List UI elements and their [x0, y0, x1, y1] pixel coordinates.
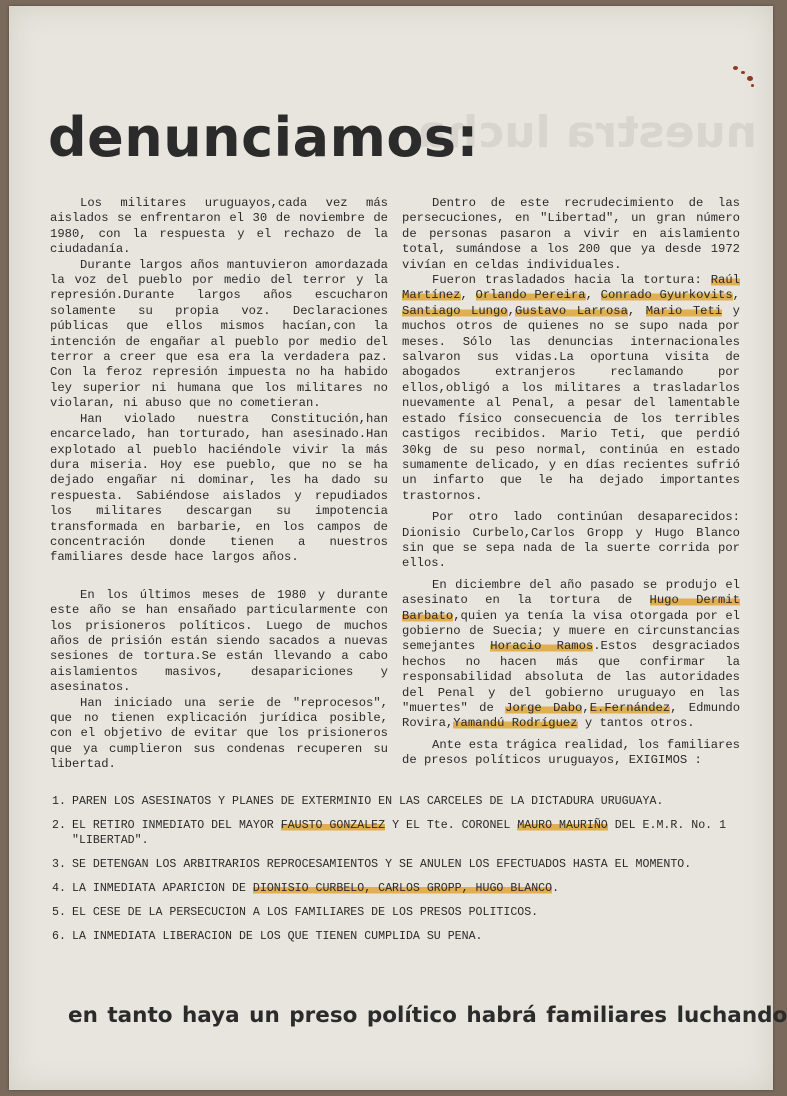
- highlighted-name: MAURO MAURIÑO: [517, 819, 608, 832]
- footer-slogan: en tanto haya un preso político habrá familiares luchando: [68, 1003, 787, 1028]
- left-paragraph-2: Durante largos años mantuvieron amordazada la voz del pueblo por medio del terror y la represión.Durante largos años escucharon solamente su propia voz. Declaraciones públicas que ellos mismos hacían,con la intención de engañar al pueblo por medio del terror a creer que esa era la verdadera paz. Con la feroz represión impuesta no ha habido ley superior ni humana que los militares no violaran, ni abuso que no cometieran.: [50, 257, 388, 411]
- headline: denunciamos:: [48, 106, 479, 169]
- text-run: ,: [627, 303, 646, 318]
- demand-text: EL CESE DE LA PERSECUCION A LOS FAMILIARES DE LOS PRESOS POLITICOS.: [72, 906, 539, 919]
- paragraph-gap: [50, 566, 388, 588]
- right-paragraph-1: Dentro de este recrudecimiento de las persecuciones, en "Libertad", un gran número de personas pasaron a vivir en aislamiento total, sumándose a los 200 que ya desde 1972 vivían en celdas individuales.: [402, 196, 740, 272]
- demand-item: [52, 818, 752, 848]
- demand-item: [52, 857, 752, 872]
- text-run: ,: [582, 701, 590, 715]
- text-run: y tantos otros.: [577, 716, 695, 731]
- text-run: LA INMEDIATA APARICION DE: [72, 882, 253, 895]
- highlighted-name: Orlando Pereira: [475, 288, 586, 303]
- demand-number: 4.: [52, 882, 66, 895]
- text-run: ,: [460, 288, 476, 303]
- text-run: , Edmundo Rovira,: [402, 701, 741, 731]
- right-column: [402, 196, 740, 769]
- text-run: .Estos desgraciados hechos no hacen más que confirmar la responsabilidad absoluta de las autoridades del Penal y del gobierno uruguayo en las "muertes" de: [402, 639, 741, 715]
- demand-number: 3.: [52, 858, 66, 871]
- text-run: En diciembre del año pasado se produjo el asesinato en la tortura de: [402, 577, 740, 608]
- highlighted-name: Gustavo Larrosa: [514, 303, 628, 318]
- text-run: Fueron trasladados hacia la tortura:: [432, 273, 711, 288]
- highlighted-name: FAUSTO GONZALEZ: [280, 819, 386, 832]
- right-paragraph-5: Ante esta trágica realidad, los familiares de presos políticos uruguayos, EXIGIMOS :: [402, 737, 740, 768]
- highlighted-name: Horacio Ramos: [490, 639, 594, 654]
- demand-number: 5.: [52, 906, 66, 919]
- demand-text: PAREN LOS ASESINATOS Y PLANES DE EXTERMINIO EN LAS CARCELES DE LA DICTADURA URUGUAYA.: [72, 795, 664, 808]
- text-run: EL RETIRO INMEDIATO DEL MAYOR: [72, 819, 281, 832]
- left-paragraph-4: En los últimos meses de 1980 y durante este año se han ensañado particularmente con los prisioneros políticos. Luego de muchos años de prisión están siendo sacados a nuevas sesiones de tortura.Se están llevando a cabo aislamientos masivos, desapariciones y asesinatos.: [50, 587, 388, 695]
- highlighted-name: Hugo Dermit Barbato: [402, 593, 740, 623]
- left-column: [50, 196, 388, 773]
- text-run: DEL E.M.R. No. 1 "LIBERTAD".: [72, 819, 727, 847]
- demand-item: [52, 929, 752, 944]
- demand-text: SE DETENGAN LOS ARBITRARIOS REPROCESAMIENTOS Y SE ANULEN LOS EFECTUADOS HASTA EL MOMENTO.: [72, 858, 692, 871]
- paper-stain: [731, 62, 761, 92]
- demand-item: [52, 794, 752, 809]
- demand-number: 1.: [52, 795, 66, 808]
- demand-item: [52, 881, 752, 896]
- right-paragraph-4: [402, 578, 740, 732]
- text-run: y muchos otros de quienes no se supo nada por meses. Sólo las denuncias internacionales salvaron sus vidas.La oportuna visita de abogados extranjeros reclamando por ellos,obligó a los militares a trasladarlos nuevamente al Penal, a pesar del lamentable estado físico consecuencia de los terribles castigos recibidos. Mario Teti, que perdió 30kg de su peso normal, continúa en estado sumamente delicado, y en días recientes sufrió un infarto que le ha dejado importantes trastornos.: [402, 303, 740, 503]
- left-paragraph-5: Han iniciado una serie de "reprocesos", que no tienen explicación jurídica posible, con el objetivo de evitar que los prisioneros que ya cumplieron sus condenas recuperen su libertad.: [50, 695, 388, 772]
- highlighted-name: Yamandú Rodríguez: [453, 716, 578, 731]
- left-paragraph-1: Los militares uruguayos,cada vez más aislados se enfrentaron el 30 de noviembre de 1980, con la respuesta y el rechazo de la ciudadanía.: [50, 196, 388, 257]
- highlighted-name: DIONISIO CURBELO, CARLOS GROPP, HUGO BLANCO: [252, 882, 553, 895]
- demand-item: [52, 905, 752, 920]
- demand-text: [72, 881, 752, 896]
- text-run: ,: [585, 288, 601, 303]
- demands-list: [52, 794, 752, 953]
- highlighted-name: Mario Teti: [645, 303, 723, 318]
- text-run: Y EL Tte. CORONEL: [385, 819, 518, 832]
- text-run: ,: [732, 288, 740, 303]
- highlighted-name: Jorge Dabo: [505, 701, 583, 715]
- highlighted-name: Conrado Gyurkovits: [600, 288, 733, 303]
- demand-number: 6.: [52, 930, 66, 943]
- right-paragraph-2: [402, 273, 740, 504]
- text-run: ,quien ya tenía la visa otorgada por el gobierno de Suecia; y muere en circunstancias semejantes: [402, 608, 740, 654]
- demand-text: LA INMEDIATA LIBERACION DE LOS QUE TIENEN CUMPLIDA SU PENA.: [72, 930, 483, 943]
- text-run: ,: [507, 303, 515, 318]
- text-run: .: [552, 882, 560, 895]
- highlighted-name: Raúl Martínez: [402, 273, 740, 303]
- demand-number: 2.: [52, 819, 66, 832]
- left-paragraph-3: Han violado nuestra Constitución,han encarcelado, han torturado, han asesinado.Han explotado al pueblo haciéndole vivir la más dura miseria. Hoy ese pueblo, que no se ha dejado engañar ni dominar, les ha dado su respuesta. Sabiéndose aislados y repudiados los militares descargan su impotencia transformada en barbarie, en los campos de concentración donde tienen a nuestros familiares desde hace largos años.: [50, 411, 388, 565]
- highlighted-name: E.Fernández: [589, 701, 671, 715]
- demand-text: [72, 818, 752, 848]
- background-ghost-text: nuestra lucha: [417, 107, 757, 158]
- highlighted-name: Santiago Lungo: [402, 303, 508, 318]
- right-paragraph-3: Por otro lado continúan desaparecidos: Dionisio Curbelo,Carlos Gropp y Hugo Blanco sin que se sepa nada de la suerte corrida por ellos.: [402, 510, 740, 571]
